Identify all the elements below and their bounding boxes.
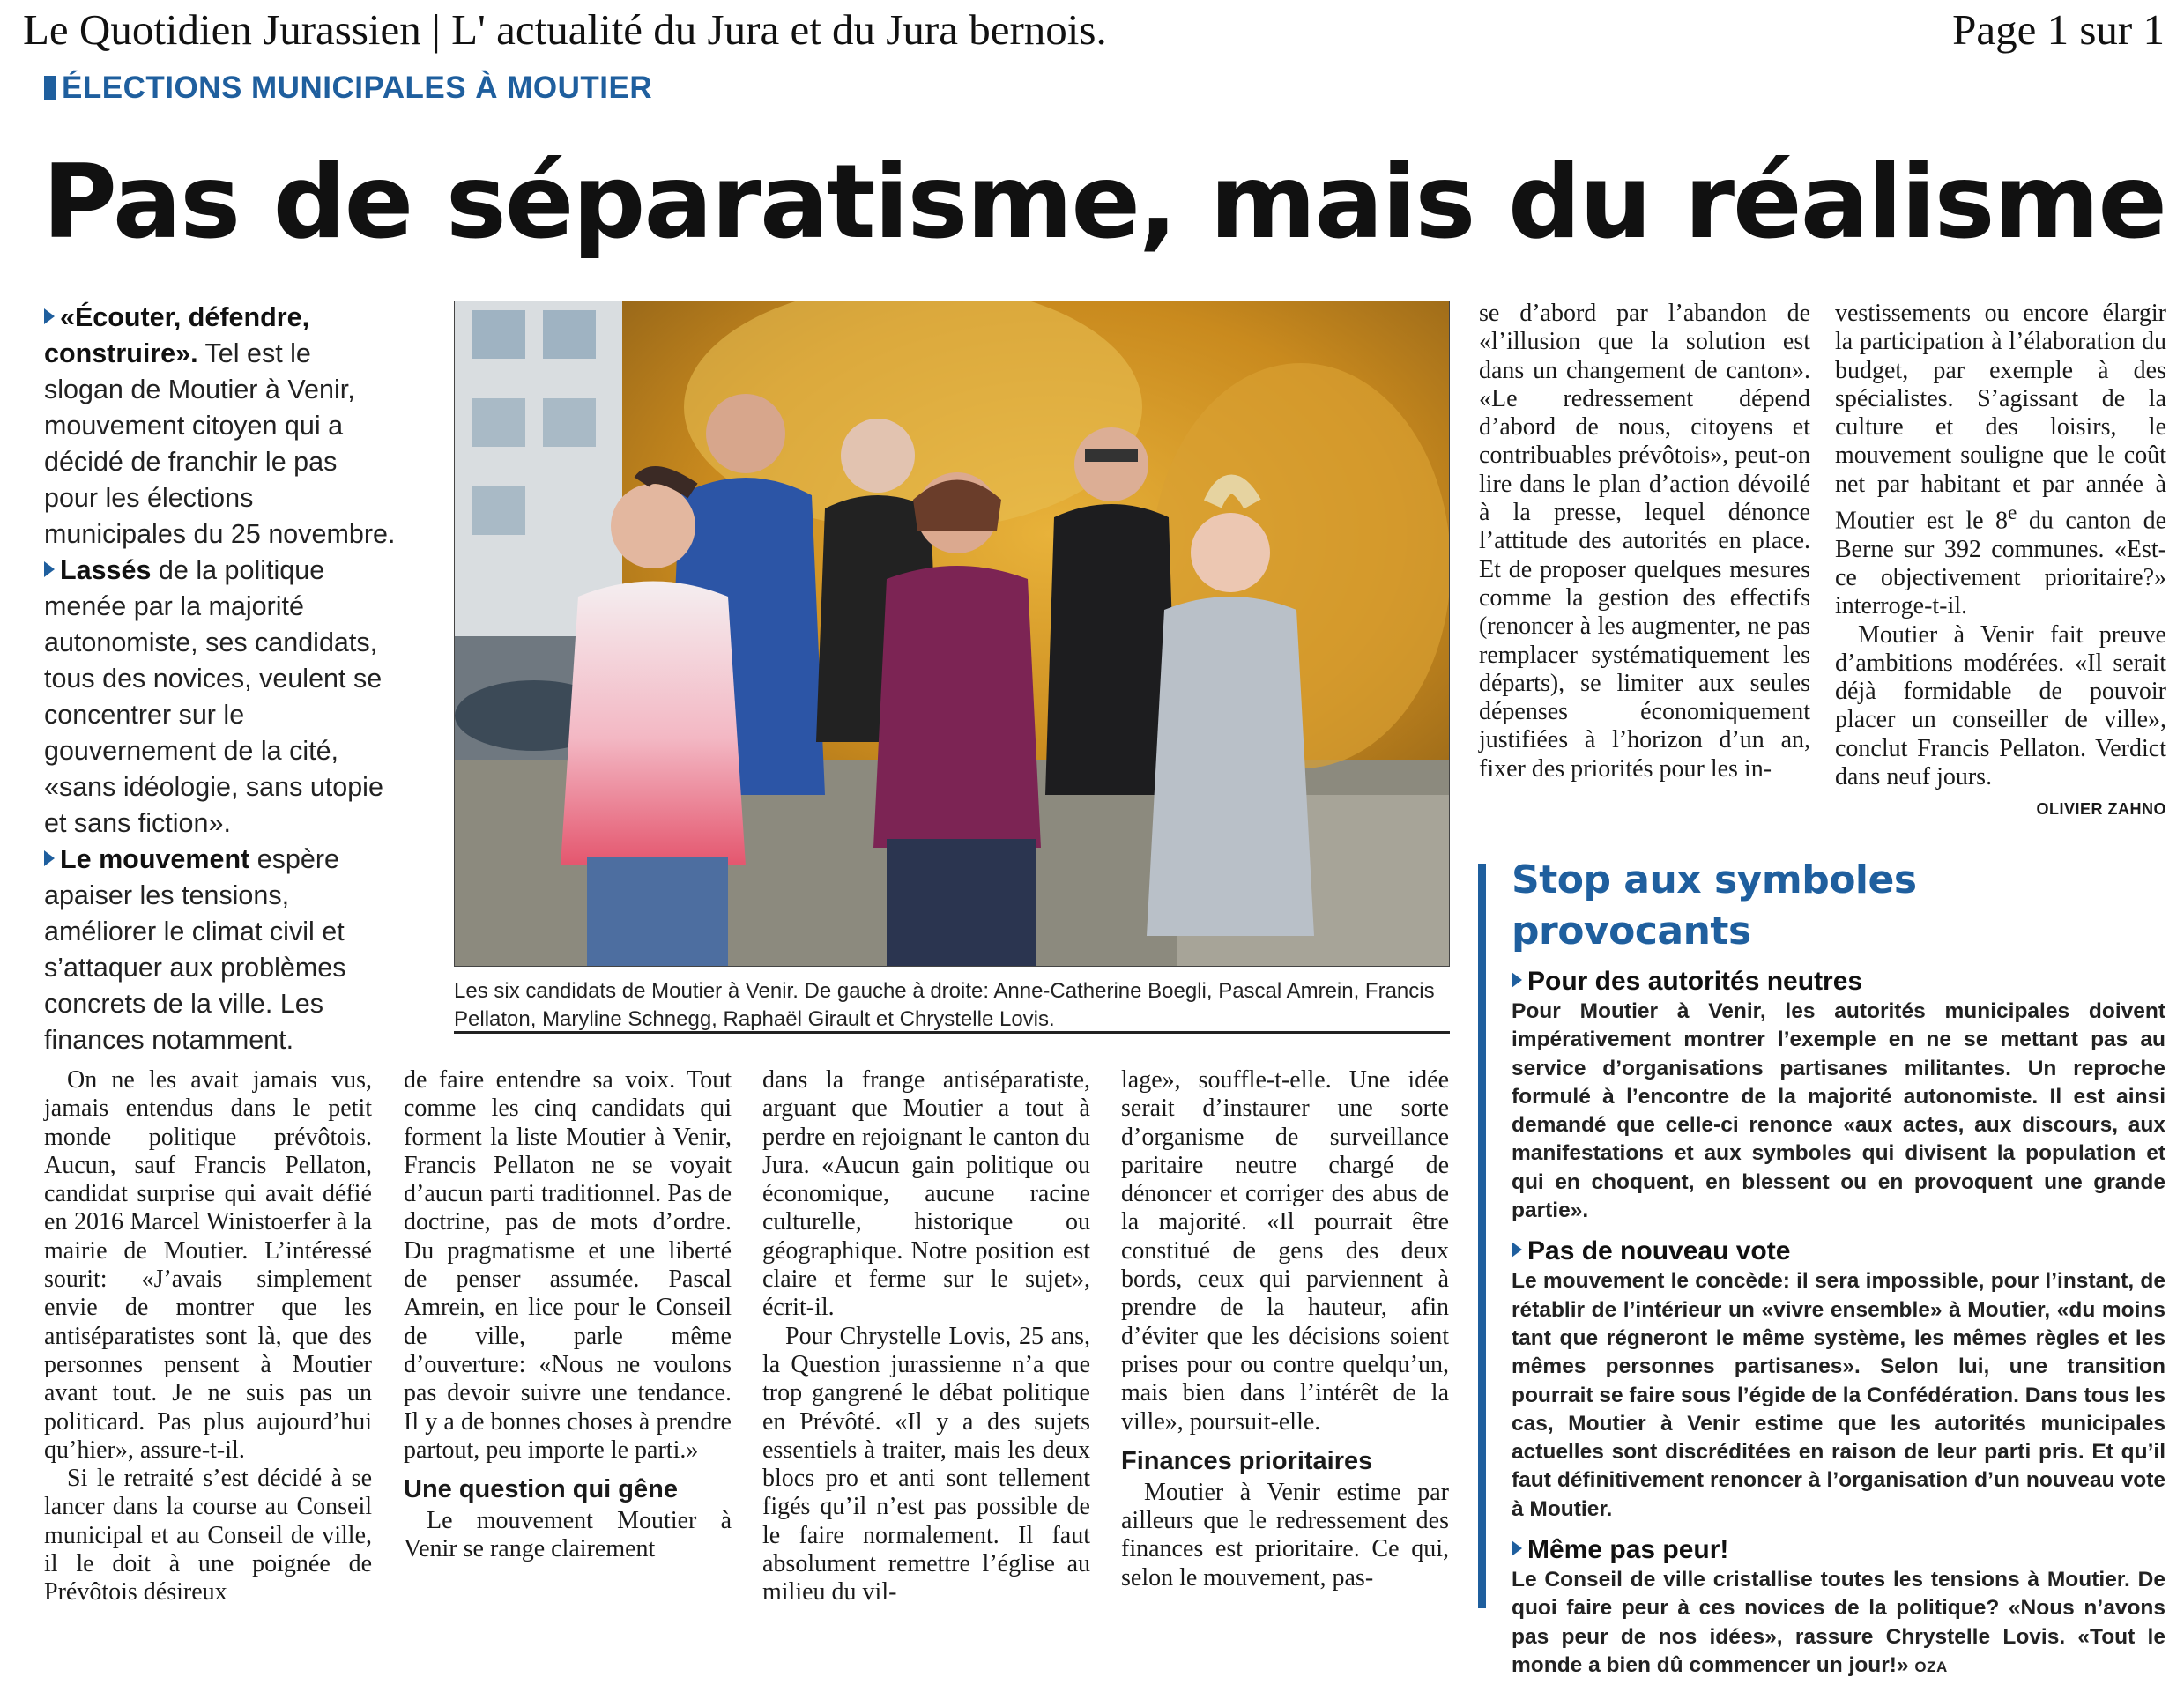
byline: OLIVIER ZAHNO xyxy=(2036,800,2166,819)
sidebar-title: Stop aux symboles provocants xyxy=(1512,857,1917,954)
caption-rule xyxy=(454,1031,1450,1034)
sidebar-subheading-label: Pour des autorités neutres xyxy=(1527,967,1863,996)
ordinal-superscript: e xyxy=(2008,501,2017,525)
paragraph-text: du canton de Berne sur 392 communes. «Est-ce objectivement prioritaire?» interroge-t-il. xyxy=(1835,507,2166,620)
subheading: Finances prioritaires xyxy=(1121,1446,1373,1475)
sidebar-paragraph xyxy=(1512,1566,2165,1681)
lead-bold: «Écouter, défendre, construire». xyxy=(44,302,310,368)
triangle-bullet-icon xyxy=(1512,972,1522,988)
paragraph: lage», souffle-t-elle. Une idée serait d’instaurer une sorte d’organisme de surveillance paritaire neutre chargé de dénoncer et corriger des abus de la majorité. «Il pourrait être constitué de gens des deux bords, ceux qui parviennent à prendre de la hauteur, afin d’éviter que les décisions soient prises pour ou contre quelqu’un, mais bien dans l’intérêt de la ville», poursuit-elle. xyxy=(1121,1066,1449,1436)
paragraph: Le mouvement Moutier à Venir se range clairement xyxy=(404,1507,732,1563)
sidebar-box xyxy=(1478,855,2165,1677)
lead-bold: Le mouvement xyxy=(60,844,250,874)
body-column-5 xyxy=(1479,300,1810,783)
paragraph xyxy=(1835,300,2166,621)
article-lead xyxy=(44,300,397,1058)
rubric-square-icon xyxy=(44,76,56,100)
body-column-3 xyxy=(762,1066,1090,1607)
sidebar-subheading xyxy=(1512,966,2165,998)
triangle-bullet-icon xyxy=(1512,1540,1522,1556)
triangle-bullet-icon xyxy=(44,308,55,324)
triangle-bullet-icon xyxy=(44,850,55,866)
body-column-1 xyxy=(44,1066,372,1607)
sidebar-subheading xyxy=(1512,1534,2165,1566)
paragraph-text: vestissements ou encore élargir la participation à l’élaboration du budget, par exemple à des spécialistes. S’agissant de la culture et des loisirs, le mouvement souligne que le coût net par habitant et par année à Moutier est le 8 xyxy=(1835,300,2166,535)
lead-text: Tel est le slogan de Moutier à Venir, mouvement citoyen qui a décidé de franchir le pas pour les élections municipales du 25 novembre. xyxy=(44,338,396,549)
paragraph: se d’abord par l’abandon de «l’illusion que la solution est dans un changement de canton». «Le redressement dépend d’abord de nous, citoyens et contribuables prévôtois», peut-on lire dans le plan d’action dévoilé à la presse, lequel dénonce l’attitude des autorités en place. Et de proposer quelques mesures comme la gestion des effectifs (renoncer à les augmenter, ne pas remplacer systématiquement les départs), se limiter aux seules dépenses économiquement justifiées à l’horizon d’un an, fixer des priorités pour les in- xyxy=(1479,300,1810,783)
triangle-bullet-icon xyxy=(44,561,55,577)
lead-bold: Lassés xyxy=(60,555,152,585)
body-column-4 xyxy=(1121,1066,1449,1592)
sidebar-paragraph: Le mouvement le concède: il sera impossible, pour l’instant, de rétablir de l’intérieur un «vivre ensemble» à Moutier, «du moins tant que régneront le même système, les mêmes règles et les mêmes personnes partisanes». Selon lui, une transition pourrait se faire sous l’égide de la Confédération. Dans tous les cas, Moutier à Venir estime que les autorités municipales actuelles sont discréditées en raison de leur parti pris. Et qu’il faut définitivement renoncer à l’organisation d’un nouveau vote à Moutier. xyxy=(1512,1269,2165,1521)
candidates-photo xyxy=(454,301,1450,967)
subheading: Une question qui gêne xyxy=(404,1475,678,1504)
rubric-label: ÉLECTIONS MUNICIPALES À MOUTIER xyxy=(62,70,653,105)
sidebar-paragraph: Pour Moutier à Venir, les autorités municipales doivent impérativement montrer l’exemple en ne se mettant pas au service d’organisations partisanes militantes. Un reproche formulé à l’encontre de la majorité autonomiste. Il est ainsi demandé que celle-ci renonce «aux actes, aux discours, aux manifestations et aux symboles qui divisent la population et qui en choquent, en blessent ou en provoquent une grande partie». xyxy=(1512,999,2165,1223)
sidebar-paragraph-text: Le Conseil de ville cristallise toutes les tensions à Moutier. De quoi faire peur à ces novices de la politique? «Nous n’avons pas peur de nos idées», rassure Chrystelle Lovis. «Tout le monde a bien dû commencer un jour!» xyxy=(1512,1568,2165,1677)
sidebar-signature: OZA xyxy=(1914,1658,1948,1675)
lead-item xyxy=(44,553,397,842)
paragraph: de faire entendre sa voix. Tout comme les cinq candidats qui forment la liste Moutier à Venir, Francis Pellaton ne se voyait d’aucun parti traditionnel. Pas de doctrine, pas de mots d’ordre. Du pragmatisme et une liberté de penser assumée. Pascal Amrein, en lice pour le Conseil de ville, parle même d’ouverture: «Nous ne voulons pas devoir suivre une tendance. Il y a de bonnes choses à prendre partout, peu importe le parti.» xyxy=(404,1066,732,1464)
triangle-bullet-icon xyxy=(1512,1242,1522,1258)
sidebar-accent-bar xyxy=(1478,864,1486,1608)
print-header xyxy=(23,4,2165,56)
section-rubric xyxy=(44,70,652,106)
paragraph: Pour Chrystelle Lovis, 25 ans, la Question jurassienne n’a que trop gangrené le débat politique en Prévôté. «Il y a des sujets essentiels à traiter, mais les deux blocs pro et anti sont tellement figés qu’il n’est pas possible de le faire normalement. Il faut absolument remettre l’église au milieu du vil- xyxy=(762,1322,1090,1607)
site-title: Le Quotidien Jurassien | L' actualité du Jura et du Jura bernois. xyxy=(23,5,1107,54)
paragraph: On ne les avait jamais vus, jamais entendus dans le petit monde politique prévôtois. Aucun, sauf Francis Pellaton, candidat surprise qui avait défié en 2016 Marcel Winistoerfer à la mairie de Moutier. L’intéressé sourit: «J’avais simplement envie de montrer que les antiséparatistes sont là, que des personnes pensent à Moutier avant tout. Je ne suis pas un politicard. Pas plus aujourd’hui qu’hier», assure-t-il. xyxy=(44,1066,372,1464)
lead-text: de la politique menée par la majorité autonomiste, ses candidats, tous des novices, veulent se concentrer sur le gouvernement de la cité, «sans idéologie, sans utopie et sans fiction». xyxy=(44,555,383,838)
headline: Pas de séparatisme, mais du réalisme xyxy=(42,143,2166,262)
body-column-2 xyxy=(404,1066,732,1564)
sidebar-subheading-label: Pas de nouveau vote xyxy=(1527,1236,1791,1266)
sidebar-subheading-label: Même pas peur! xyxy=(1527,1535,1729,1565)
paragraph: Moutier à Venir fait preuve d’ambitions modérées. «Il serait déjà formidable de pouvoir placer un conseiller de ville», conclut Francis Pellaton. Verdict dans neuf jours. xyxy=(1835,620,2166,791)
photo-caption: Les six candidats de Moutier à Venir. De gauche à droite: Anne-Catherine Boegli, Pascal Amrein, Francis Pellaton, Maryline Schnegg, Raphaël Girault et Chrystelle Lovis. xyxy=(454,979,1435,1031)
lead-item xyxy=(44,842,397,1058)
sidebar-subheading xyxy=(1512,1236,2165,1267)
lead-text: espère apaiser les tensions, améliorer le climat civil et s’attaquer aux problèmes concrets de la ville. Les finances notamment. xyxy=(44,844,346,1055)
paragraph: dans la frange antiséparatiste, arguant que Moutier a tout à perdre en rejoignant le canton du Jura. «Aucun gain politique ou économique, aucune racine culturelle, historique ou géographique. Notre position est claire et ferme sur le sujet», écrit-il. xyxy=(762,1066,1090,1322)
sidebar-content xyxy=(1512,855,2165,1692)
body-column-6 xyxy=(1835,300,2166,824)
page-indicator: Page 1 sur 1 xyxy=(1952,5,2165,54)
paragraph: Si le retraité s’est décidé à se lancer dans la course au Conseil municipal et au Conseil de ville, il le doit à une poignée de Prévôtois désireux xyxy=(44,1465,372,1607)
paragraph: Moutier à Venir estime par ailleurs que le redressement des finances est prioritaire. Ce qui, selon le mouvement, pas- xyxy=(1121,1478,1449,1592)
lead-item xyxy=(44,300,397,553)
